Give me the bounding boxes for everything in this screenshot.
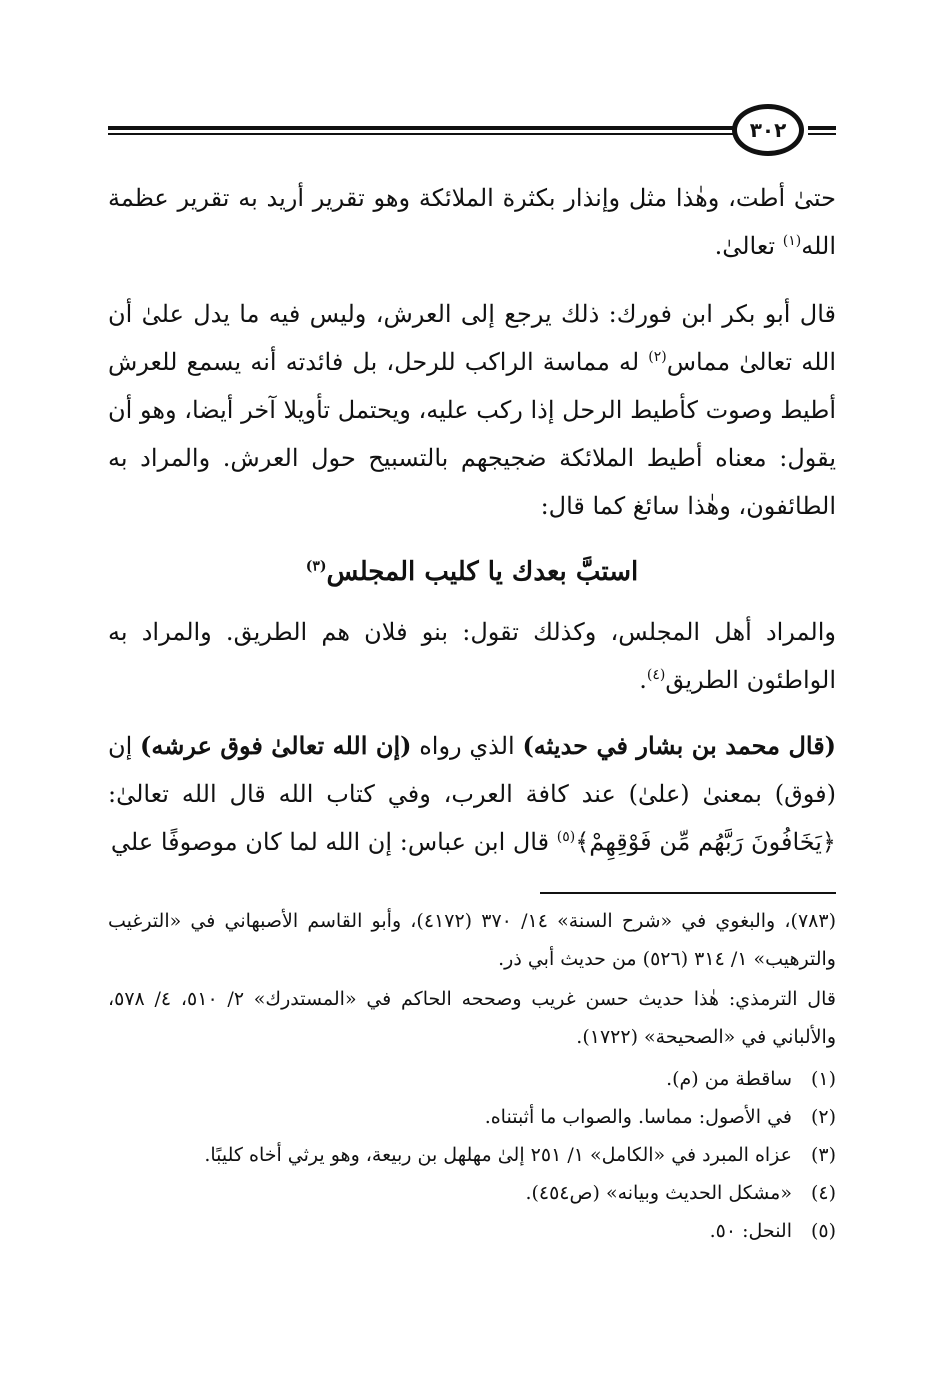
- footnote-ref-2: (٢): [648, 349, 667, 365]
- paragraph-3-text: والمراد أهل المجلس، وكذلك تقول: بنو فلان هم الطريق. والمراد به الواطئون الطريق: [108, 618, 836, 694]
- paragraph-4-text-c: قال ابن عباس: إن الله لما كان موصوفًا علي: [110, 828, 557, 856]
- footnote-text: عزاه المبرد في «الكامل» ١/ ٢٥١ إلىٰ مهلهل بن ربيعة، وهو يرثي أخاه كليبًا.: [204, 1144, 792, 1166]
- footnote-separator: [540, 892, 836, 894]
- paragraph-1: [108, 174, 836, 270]
- paragraph-1-end: تعالىٰ.: [714, 232, 783, 260]
- footnote-ref-3: (٣): [305, 558, 327, 575]
- page-header: [108, 104, 836, 160]
- footnote-text: «مشكل الحديث وبيانه» (ص٤٥٤).: [525, 1182, 792, 1204]
- quoted-heading-1: (قال محمد بن بشار في حديثه): [522, 731, 837, 760]
- paragraph-1-text: حتىٰ أطت، وهٰذا مثل وإنذار بكثرة الملائكة وهو تقرير أريد به تقرير عظمة الله: [108, 184, 836, 260]
- page-number: ٣٠٢: [732, 104, 804, 156]
- footnote-continuation-1: (٧٨٣)، والبغوي في «شرح السنة» ١٤/ ٣٧٠ (٤١٧٢)، وأبو القاسم الأصبهاني في «الترغيب والترهيب» ١/ ٣١٤ (٥٢٦) من حديث أبي ذر.: [108, 910, 836, 970]
- footnote-ref-5: (٥): [556, 829, 576, 845]
- paragraph-4-text-b: إن (فوق) بمعنىٰ (علىٰ) عند كافة العرب، وفي كتاب الله قال الله تعالىٰ: ﴿يَخَافُونَ رَبَّهُم مِّن فَوْقِهِمْ﴾: [108, 732, 837, 856]
- footnote-item: [108, 1098, 836, 1136]
- footnote-ref-4: (٤): [646, 667, 666, 683]
- paragraph-2-text-a: قال أبو بكر ابن فورك: ذلك يرجع إلى العرش، وليس فيه ما يدل علىٰ أن الله تعالىٰ مماس: [108, 300, 837, 376]
- footnote-text: النحل: ٥٠.: [709, 1220, 792, 1242]
- quoted-heading-2: (إن الله تعالىٰ فوق عرشه): [140, 731, 412, 760]
- header-rule-tail-thick: [808, 126, 836, 130]
- footnote-number: (٤): [810, 1182, 836, 1204]
- header-rule-tail-thin: [808, 133, 836, 135]
- paragraph-3-end: .: [639, 666, 647, 694]
- footnote-item: [108, 1136, 836, 1174]
- paragraph-4-text-a: الذي رواه: [411, 732, 523, 760]
- header-rule-thin: [108, 133, 738, 135]
- footnote-list: [108, 1060, 836, 1250]
- footnote-item: [108, 1212, 836, 1250]
- footnote-ref-1: (١): [782, 233, 802, 249]
- footnote-item: [108, 1060, 836, 1098]
- verse-text: استبَّ بعدك يا كليب المجلس: [326, 557, 639, 587]
- footnote-text: في الأصول: مماسا. والصواب ما أثبتناه.: [484, 1106, 792, 1128]
- footnote-number: (١): [810, 1068, 836, 1090]
- paragraph-2-text-b: له مماسة الراكب للرحل، بل فائدته أنه يسمع للعرش أطيط وصوت كأطيط الرحل إذا ركب عليه، ويحتمل تأويلا آخر أيضا، وهو أن يقول: معناه أطيط الملائكة ضجيجهم بالتسبيح حول العرش. والمراد به الطائفون، وهٰذا سائغ كما قال:: [108, 348, 836, 520]
- paragraph-3: [108, 608, 836, 704]
- footnote-continuation-2: قال الترمذي: هٰذا حديث حسن غريب وصححه الحاكم في «المستدرك» ٢/ ٥١٠، ٤/ ٥٧٨، والألباني في «الصحيحة» (١٧٢٢).: [108, 988, 836, 1048]
- footnote-text: ساقطة من (م).: [666, 1068, 792, 1090]
- footnote-number: (٢): [810, 1106, 836, 1128]
- paragraph-2: [108, 290, 836, 530]
- poetry-verse: [108, 548, 836, 596]
- footnote-item: [108, 1174, 836, 1212]
- header-rule-thick: [108, 126, 738, 130]
- paragraph-4: [108, 722, 836, 866]
- footnote-number: (٥): [810, 1220, 836, 1242]
- footnote-number: (٣): [810, 1144, 836, 1166]
